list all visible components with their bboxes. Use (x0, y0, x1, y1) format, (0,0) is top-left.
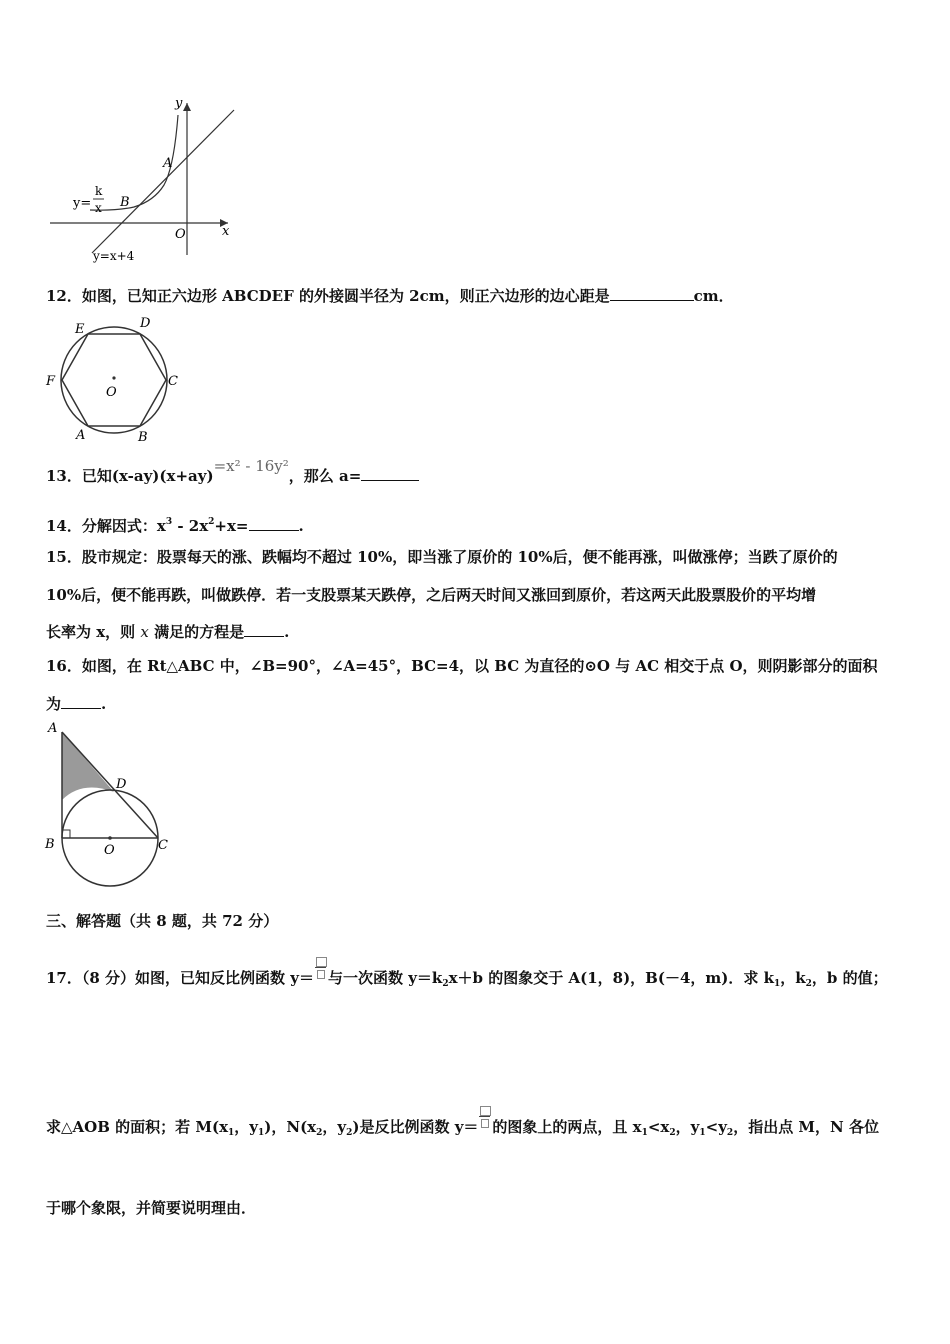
q12-answer-blank[interactable] (610, 286, 694, 301)
question-13 (46, 457, 419, 486)
q17-l2-f: 的图象上的两点，且 x (492, 1118, 642, 1136)
q17-l1-d: ，k (780, 969, 806, 987)
vertex-C: C (168, 374, 178, 389)
q17-l1-subk2: 2 (805, 979, 812, 989)
hexagon-ABCDEF (62, 334, 166, 426)
q16-answer-blank[interactable] (61, 694, 101, 709)
q14-suffix: +x= (214, 517, 249, 535)
q14-prefix: 14．分解因式：x (46, 517, 166, 535)
q17-fraction-k1-over-x (314, 969, 328, 989)
label-B: B (120, 195, 130, 210)
center-point (112, 376, 115, 379)
line-label: y=x+4 (93, 249, 135, 263)
label-C: C (158, 838, 168, 853)
q13-suffix: ，那么 a= (288, 467, 362, 485)
q16-line2: 为 (46, 695, 62, 713)
question-14: 14．分解因式：$x^3 - 2x^2+x=$ . (46, 517, 304, 535)
q17-fraction-k1-over-x-2 (478, 1118, 492, 1138)
q12-unit: cm． (693, 287, 734, 305)
q12-text: 12．如图，已知正六边形 ABCDEF 的外接圆半径为 2cm，则正六边形的边心距是 (46, 287, 610, 305)
q17-l2-i: <y (705, 1118, 727, 1136)
q17-l1-subk1: 1 (773, 979, 781, 989)
y-axis-arrow-icon (183, 103, 191, 111)
q17-l2-a: 求△AOB 的面积；若 M(x (46, 1118, 229, 1136)
q17-l1-sub2: 2 (442, 979, 449, 989)
circumcircle (61, 327, 167, 433)
curve-label-x: x (95, 201, 102, 215)
q17-l2-c: )，N(x (264, 1118, 317, 1136)
figure-q16-triangle-circle (42, 720, 176, 892)
q14-mid: - 2x (172, 517, 209, 535)
q15-line3-a: 长率为 x，则 (46, 623, 141, 641)
vertex-B: B (138, 430, 148, 445)
q17-sub: 2 (726, 1128, 734, 1138)
label-A: A (163, 156, 173, 171)
question-16-line1: 16．如图，在 Rt△ABC 中，∠B=90°，∠A=45°，BC=4，以 BC 为直径的⊙O 与 AC 相交于点 O，则阴影部分的面积 (46, 657, 878, 675)
q17-l2-h: ，y (675, 1118, 700, 1136)
curve-label-y-eq: y= (73, 196, 92, 211)
question-12 (46, 286, 734, 306)
question-15-line1: 15．股市规定：股票每天的涨、跌幅均不超过 10%，即当涨了原价的 10%后，便不能再涨，叫做涨停；当跌了原价的 (46, 548, 838, 566)
q15-line3-b: 满足的方程是 (148, 623, 245, 641)
label-O: O (175, 227, 186, 242)
q17-sub: 2 (669, 1128, 676, 1138)
section-3-title: 三、解答题（共 8 题，共 72 分） (46, 912, 279, 930)
question-17-line1 (46, 968, 888, 994)
question-15-line3: 长率为 x，则 x 满足的方程是 . (46, 623, 290, 641)
q13-answer-blank[interactable] (361, 466, 419, 481)
q17-sub: 1 (228, 1128, 235, 1138)
q15-answer-blank[interactable] (244, 622, 284, 637)
q13-equation: =x² - 16y² (213, 457, 289, 475)
q17-sub: 1 (699, 1128, 706, 1138)
vertex-A: A (76, 428, 86, 443)
q14-sup2: 2 (208, 517, 215, 527)
q17-l2-g: <x (647, 1118, 670, 1136)
curve-label-k: k (95, 184, 103, 198)
label-B: B (45, 837, 55, 852)
label-x: x (222, 224, 230, 239)
q14-sup1: 3 (165, 517, 173, 527)
vertex-E: E (75, 322, 85, 337)
label-A: A (48, 721, 58, 736)
label-O: O (104, 843, 115, 858)
q17-sub: 1 (641, 1128, 648, 1138)
vertex-D: D (140, 316, 151, 331)
line-y-x-plus-4 (92, 110, 234, 253)
q17-l2-d: ，y (322, 1118, 347, 1136)
q17-sub: 2 (346, 1128, 353, 1138)
figure-q11-graph (46, 95, 276, 265)
q17-l2-e: )是反比例函数 y＝ (352, 1118, 479, 1136)
q14-answer-blank[interactable] (249, 516, 299, 531)
q17-l2-j: ，指出点 M，N 各位 (733, 1118, 879, 1136)
label-y: y (175, 96, 183, 111)
q17-l2-b: ，y (234, 1118, 258, 1136)
figure-q12-hexagon (44, 314, 184, 446)
question-17-line2 (46, 1117, 879, 1143)
question-16-line2: 为 . (46, 695, 107, 713)
label-D: D (116, 777, 127, 792)
q15-line3-x: x (140, 623, 149, 641)
question-15-line2: 10%后，便不能再跌，叫做跌停．若一支股票某天跌停，之后两天时间又涨回到原价，若这两天此股票股价的平均增 (46, 586, 817, 604)
q17-l1-a: 17．（8 分）如图，已知反比例函数 y＝ (46, 969, 314, 987)
q17-l1-c: x＋b 的图象交于 A(1，8)，B(－4，m)．求 k (448, 969, 774, 987)
question-17-line3: 于哪个象限，并简要说明理由． (46, 1199, 257, 1217)
q17-sub: 2 (316, 1128, 323, 1138)
q17-sub: 1 (258, 1128, 265, 1138)
vertex-F: F (46, 374, 56, 389)
center-O: O (106, 385, 117, 400)
center-O-point (108, 836, 112, 840)
q13-prefix: 13．已知(x-ay)(x+ay) (46, 467, 214, 485)
q17-l1-e: ，b 的值； (811, 969, 888, 987)
q17-l1-b: 与一次函数 y＝k (327, 969, 443, 987)
